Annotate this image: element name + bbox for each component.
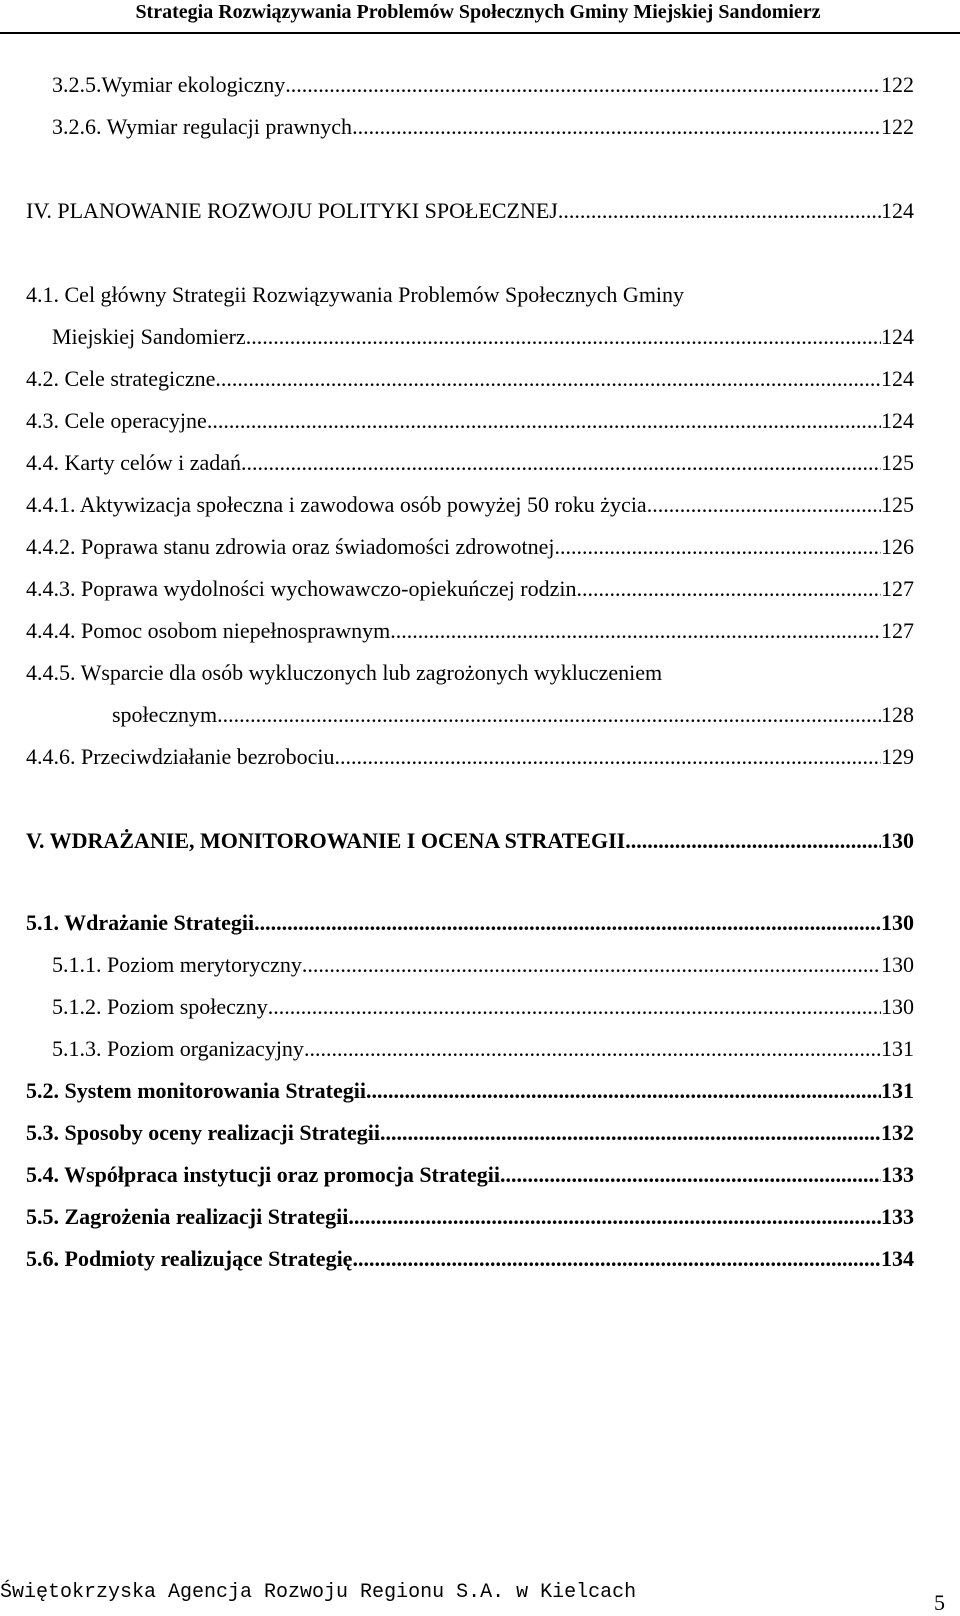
toc-entry-title: 4.4.2. Poprawa stanu zdrowia oraz świadomości zdrowotnej	[26, 534, 555, 559]
running-header: Strategia Rozwiązywania Problemów Społecznych Gminy Miejskiej Sandomierz	[135, 1, 821, 23]
toc-entry-title: 4.4.6. Przeciwdziałanie bezrobociu	[26, 744, 335, 769]
toc-leader	[390, 616, 881, 646]
toc-entry-page: 129	[881, 744, 914, 769]
toc-entry-title: Miejskiej Sandomierz	[52, 324, 246, 349]
toc-entry-title: 3.2.6. Wymiar regulacji prawnych	[52, 114, 353, 139]
toc-entry[interactable]	[26, 1202, 914, 1232]
page-number: 5	[934, 1590, 945, 1615]
toc-entry[interactable]	[26, 1118, 914, 1148]
toc-leader	[576, 574, 881, 604]
toc-entry-title: 5.1.3. Poziom organizacyjny	[52, 1036, 304, 1061]
toc-leader	[217, 700, 881, 730]
toc-leader	[254, 908, 881, 938]
toc-entry-page: 130	[881, 910, 914, 935]
toc-leader	[348, 1202, 881, 1232]
toc-entry-title: 4.4.5. Wsparcie dla osób wykluczonych lub zagrożonych wykluczeniem	[26, 660, 663, 685]
toc-leader	[241, 448, 881, 478]
toc-entry-page: 134	[881, 1246, 914, 1271]
toc-leader	[246, 322, 881, 352]
toc-entry[interactable]	[26, 364, 914, 394]
toc-entry-title: 3.2.5.Wymiar ekologiczny	[52, 72, 286, 97]
toc-entry-page: 128	[881, 702, 914, 727]
toc-entry-title: V. WDRAŻANIE, MONITOROWANIE I OCENA STRATEGII	[26, 828, 626, 853]
toc-entry-title: 5.2. System monitorowania Strategii	[26, 1078, 366, 1103]
toc-entry-page: 131	[881, 1078, 914, 1103]
toc-entry-title: społecznym	[112, 702, 218, 727]
toc-entry[interactable]	[52, 992, 914, 1022]
toc-leader	[366, 1076, 881, 1106]
toc-entry[interactable]	[26, 658, 914, 688]
toc-entry-page: 124	[881, 198, 914, 223]
toc-entry[interactable]	[26, 616, 914, 646]
toc-leader	[352, 112, 881, 142]
toc-entry-page: 133	[881, 1204, 914, 1229]
toc-entry[interactable]	[26, 574, 914, 604]
toc-leader	[285, 70, 881, 100]
toc-entry[interactable]	[52, 322, 914, 352]
running-footer: Świętokrzyska Agencja Rozwoju Regionu S.A. w Kielcach	[0, 1581, 637, 1604]
toc-entry-title: 5.4. Współpraca instytucji oraz promocja Strategii	[26, 1162, 500, 1187]
toc-entry-title: 4.1. Cel główny Strategii Rozwiązywania Problemów Społecznych Gminy	[26, 282, 685, 307]
toc-leader	[334, 742, 881, 772]
toc-entry-title: 4.2. Cele strategiczne	[26, 366, 216, 391]
toc-entry[interactable]	[26, 1076, 914, 1106]
toc-entry-title: 5.3. Sposoby oceny realizacji Strategii	[26, 1120, 380, 1145]
toc-entry-page: 124	[881, 366, 914, 391]
header-rule	[0, 32, 960, 34]
toc-entry-page: 127	[881, 618, 914, 643]
toc-entry-page: 124	[881, 408, 914, 433]
toc-leader	[647, 490, 881, 520]
toc-entry-page: 131	[881, 1036, 914, 1061]
toc-leader	[554, 532, 881, 562]
toc-entry-page: 130	[881, 828, 914, 853]
toc-entry[interactable]	[26, 532, 914, 562]
toc-entry-title: 5.6. Podmioty realizujące Strategię	[26, 1246, 353, 1271]
toc-entry[interactable]	[112, 700, 914, 730]
toc-entry[interactable]	[26, 1160, 914, 1190]
toc-entry[interactable]	[52, 1034, 914, 1064]
toc-leader	[352, 1244, 881, 1274]
toc-entry[interactable]	[26, 1244, 914, 1274]
toc-entry[interactable]	[26, 280, 914, 310]
toc-entry-page: 132	[881, 1120, 914, 1145]
toc-entry-title: 5.1.2. Poziom społeczny	[52, 994, 268, 1019]
toc-entry-page: 125	[881, 450, 914, 475]
toc-leader	[304, 1034, 881, 1064]
toc-entry-page: 130	[881, 994, 914, 1019]
toc-entry[interactable]	[26, 908, 914, 938]
toc-entry-page: 122	[881, 114, 914, 139]
toc-entry[interactable]	[26, 448, 914, 478]
toc-entry-page: 130	[881, 952, 914, 977]
toc-entry[interactable]	[26, 826, 914, 856]
toc-entry-title: 4.4. Karty celów i zadań	[26, 450, 242, 475]
toc-leader	[558, 196, 881, 226]
toc-entry-title: 4.4.1. Aktywizacja społeczna i zawodowa osób powyżej 50 roku życia	[26, 492, 647, 517]
toc-leader	[215, 364, 881, 394]
toc-entry-title: 5.5. Zagrożenia realizacji Strategii	[26, 1204, 349, 1229]
toc-leader	[500, 1160, 881, 1190]
toc-entry-page: 133	[881, 1162, 914, 1187]
toc-entry-title: 4.4.3. Poprawa wydolności wychowawczo-opiekuńczej rodzin	[26, 576, 577, 601]
toc-entry[interactable]	[26, 742, 914, 772]
toc-entry[interactable]	[26, 490, 914, 520]
toc-leader	[207, 406, 881, 436]
toc-entry-title: 5.1. Wdrażanie Strategii	[26, 910, 255, 935]
toc-leader	[302, 950, 881, 980]
toc-entry-title: 4.3. Cele operacyjne	[26, 408, 207, 433]
toc-entry-page: 122	[881, 72, 914, 97]
toc-entry-page: 126	[881, 534, 914, 559]
toc-entry-page: 124	[881, 324, 914, 349]
toc-leader	[268, 992, 881, 1022]
toc-entry[interactable]	[26, 196, 914, 226]
toc-entry[interactable]	[52, 950, 914, 980]
toc-entry-title: 5.1.1. Poziom merytoryczny	[52, 952, 302, 977]
toc-entry-page: 127	[881, 576, 914, 601]
toc-entry-title: 4.4.4. Pomoc osobom niepełnosprawnym	[26, 618, 391, 643]
toc-leader	[625, 826, 881, 856]
toc-leader	[380, 1118, 881, 1148]
toc-entry[interactable]	[52, 112, 914, 142]
toc-entry[interactable]	[52, 70, 914, 100]
toc-entry-page: 125	[881, 492, 914, 517]
toc-entry-title: IV. PLANOWANIE ROZWOJU POLITYKI SPOŁECZNEJ	[26, 198, 558, 223]
toc-entry[interactable]	[26, 406, 914, 436]
